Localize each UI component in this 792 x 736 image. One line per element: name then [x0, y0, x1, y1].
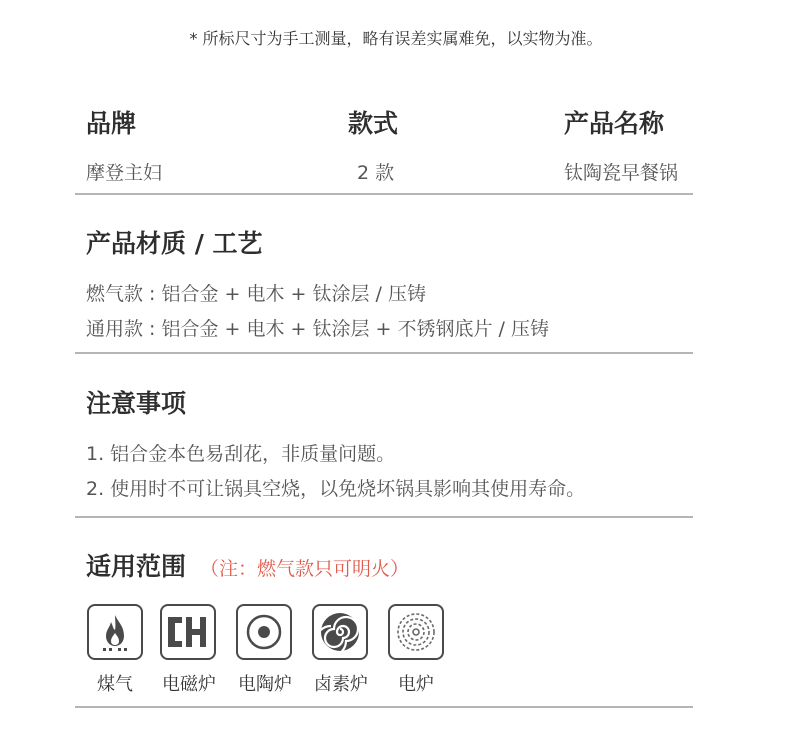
applicable-heading [86, 547, 409, 583]
divider [75, 706, 693, 708]
product-name-label: 产品名称 [564, 109, 665, 138]
material-title: 产品材质 / 工艺 [86, 229, 263, 258]
halogen-coil-icon [312, 604, 368, 660]
gas-label: 煤气 [97, 674, 133, 695]
divider [75, 516, 693, 518]
divider [75, 193, 693, 195]
style-value: 2 款 [357, 162, 395, 184]
electric-stove-icon [388, 604, 444, 660]
ceramic-plate-icon [236, 604, 292, 660]
product-name-value: 钛陶瓷早餐锅 [564, 162, 679, 184]
material-line-gas: 燃气款 : 铝合金 + 电木 + 钛涂层 / 压铸 [86, 283, 426, 305]
material-line-universal: 通用款 : 铝合金 + 电木 + 钛涂层 + 不锈钢底片 / 压铸 [86, 318, 549, 340]
applicable-note: （注：燃气款只可明火） [200, 558, 410, 580]
applicable-title: 适用范围 [86, 552, 187, 581]
divider [75, 352, 693, 354]
induction-ch-icon [160, 604, 216, 660]
brand-value: 摩登主妇 [86, 162, 163, 184]
note-item: 2. 使用时不可让锅具空烧，以免烧坏锅具影响其使用寿命。 [86, 478, 586, 500]
induction-label: 电磁炉 [162, 674, 216, 695]
style-label: 款式 [348, 109, 399, 138]
measurement-disclaimer: * 所标尺寸为手工测量，略有误差实属难免，以实物为准。 [189, 29, 603, 48]
note-item: 1. 铝合金本色易刮花，非质量问题。 [86, 443, 396, 465]
gas-flame-icon [87, 604, 143, 660]
electric-stove-label: 电炉 [398, 674, 434, 695]
ceramic-label: 电陶炉 [238, 674, 292, 695]
brand-label: 品牌 [86, 109, 137, 138]
notes-title: 注意事项 [86, 389, 187, 418]
spec-values [0, 158, 792, 184]
halogen-label: 卤素炉 [314, 674, 368, 695]
spec-headers [0, 104, 792, 136]
